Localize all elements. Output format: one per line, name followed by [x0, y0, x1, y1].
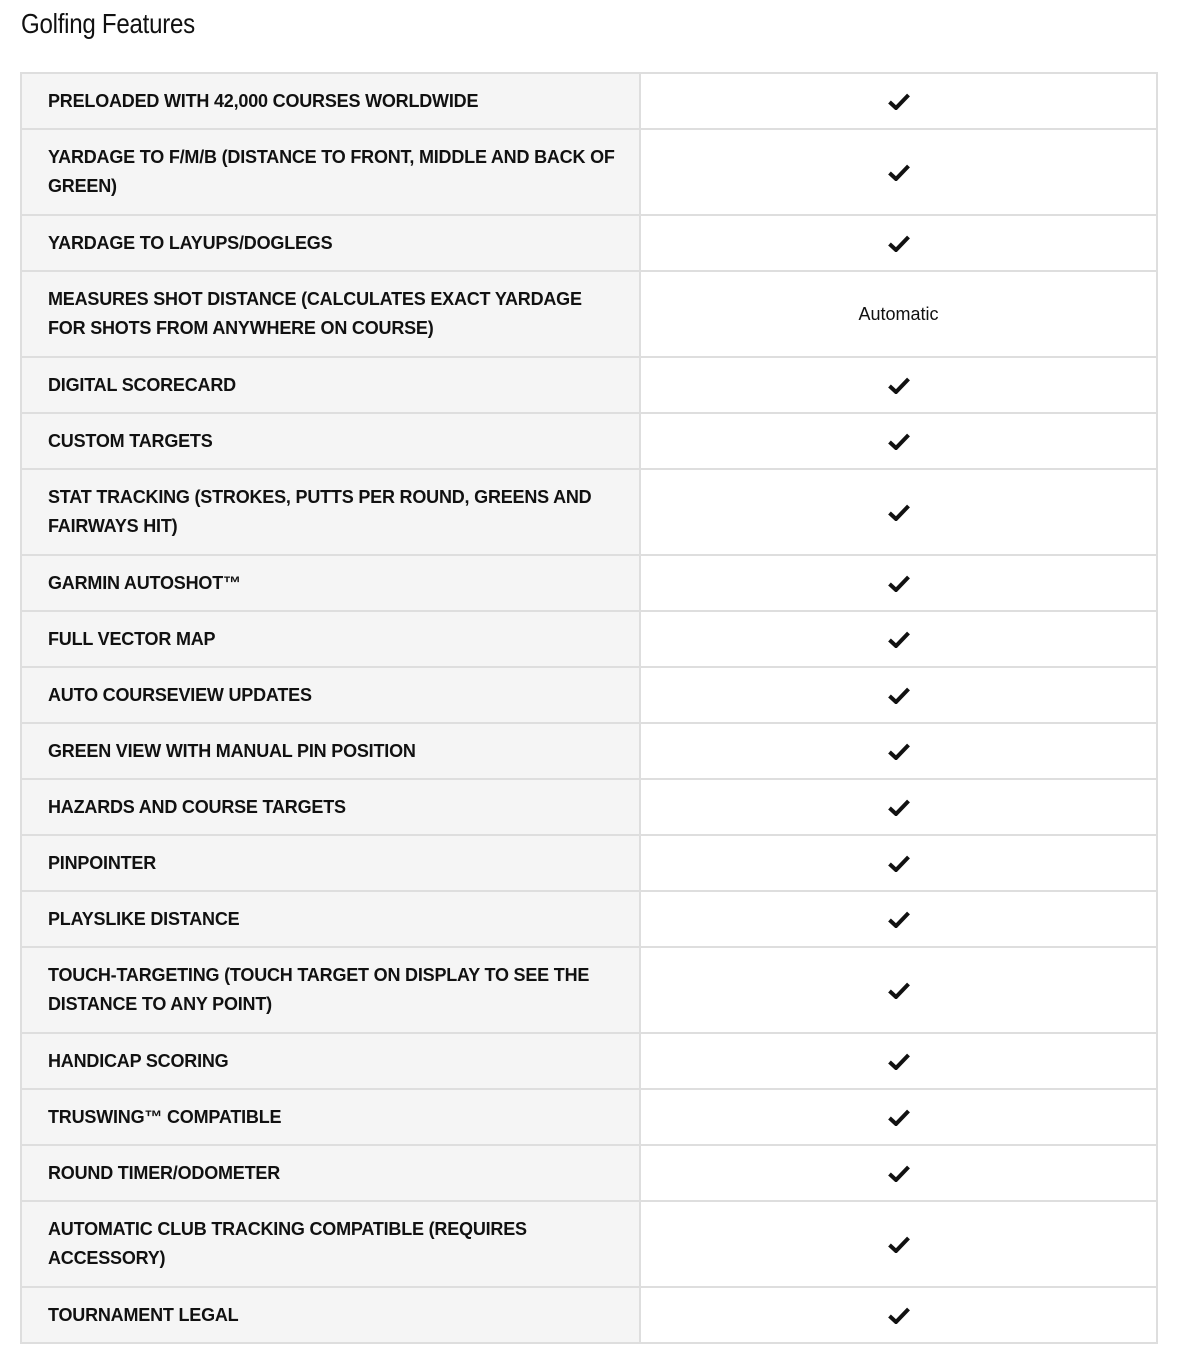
table-row [21, 835, 1157, 891]
feature-value [640, 779, 1157, 835]
table-row [21, 667, 1157, 723]
feature-value [640, 611, 1157, 667]
table-row [21, 723, 1157, 779]
check-icon [888, 855, 910, 872]
check-icon [888, 982, 910, 999]
feature-value [640, 271, 1157, 357]
table-row [21, 1201, 1157, 1287]
feature-value [640, 1287, 1157, 1343]
feature-name: CUSTOM TARGETS [21, 413, 640, 469]
check-icon [888, 377, 910, 394]
feature-value [640, 1201, 1157, 1287]
check-icon [888, 1053, 910, 1070]
check-icon [888, 433, 910, 450]
table-row [21, 1287, 1157, 1343]
table-row [21, 1033, 1157, 1089]
feature-name: PLAYSLIKE DISTANCE [21, 891, 640, 947]
feature-value [640, 891, 1157, 947]
golfing-features-table [20, 72, 1158, 1344]
table-row [21, 129, 1157, 215]
table-row [21, 271, 1157, 357]
feature-name: TOUCH-TARGETING (TOUCH TARGET ON DISPLAY TO SEE THE DISTANCE TO ANY POINT) [21, 947, 640, 1033]
feature-value [640, 1145, 1157, 1201]
feature-name: DIGITAL SCORECARD [21, 357, 640, 413]
feature-name: TRUSWING™ COMPATIBLE [21, 1089, 640, 1145]
feature-name: STAT TRACKING (STROKES, PUTTS PER ROUND, GREENS AND FAIRWAYS HIT) [21, 469, 640, 555]
check-icon [888, 911, 910, 928]
page-title: Golfing Features [21, 8, 195, 39]
feature-name: TOURNAMENT LEGAL [21, 1287, 640, 1343]
check-icon [888, 1109, 910, 1126]
check-icon [888, 1236, 910, 1253]
check-icon [888, 504, 910, 521]
feature-name: GARMIN AUTOSHOT™ [21, 555, 640, 611]
table-row [21, 1145, 1157, 1201]
table-row [21, 73, 1157, 129]
feature-name: YARDAGE TO LAYUPS/DOGLEGS [21, 215, 640, 271]
feature-value [640, 73, 1157, 129]
feature-name: GREEN VIEW WITH MANUAL PIN POSITION [21, 723, 640, 779]
feature-name: YARDAGE TO F/M/B (DISTANCE TO FRONT, MIDDLE AND BACK OF GREEN) [21, 129, 640, 215]
feature-name: AUTO COURSEVIEW UPDATES [21, 667, 640, 723]
table-row [21, 611, 1157, 667]
feature-name: HANDICAP SCORING [21, 1033, 640, 1089]
feature-value [640, 667, 1157, 723]
check-icon [888, 631, 910, 648]
check-icon [888, 743, 910, 760]
check-icon [888, 687, 910, 704]
table-row [21, 1089, 1157, 1145]
check-icon [888, 1165, 910, 1182]
feature-name: PINPOINTER [21, 835, 640, 891]
feature-value [640, 215, 1157, 271]
table-row [21, 413, 1157, 469]
feature-name: FULL VECTOR MAP [21, 611, 640, 667]
check-icon [888, 799, 910, 816]
feature-value [640, 555, 1157, 611]
check-icon [888, 93, 910, 110]
feature-value [640, 413, 1157, 469]
feature-value-text: Automatic [858, 303, 939, 324]
feature-value [640, 469, 1157, 555]
feature-name: ROUND TIMER/ODOMETER [21, 1145, 640, 1201]
feature-name: PRELOADED WITH 42,000 COURSES WORLDWIDE [21, 73, 640, 129]
table-row [21, 215, 1157, 271]
table-row [21, 947, 1157, 1033]
check-icon [888, 164, 910, 181]
feature-value [640, 129, 1157, 215]
check-icon [888, 575, 910, 592]
table-row [21, 891, 1157, 947]
table-row [21, 555, 1157, 611]
feature-value [640, 835, 1157, 891]
table-row [21, 469, 1157, 555]
feature-name: HAZARDS AND COURSE TARGETS [21, 779, 640, 835]
check-icon [888, 1307, 910, 1324]
feature-name: MEASURES SHOT DISTANCE (CALCULATES EXACT YARDAGE FOR SHOTS FROM ANYWHERE ON COURSE) [21, 271, 640, 357]
feature-value [640, 357, 1157, 413]
feature-value [640, 1089, 1157, 1145]
feature-value [640, 947, 1157, 1033]
feature-value [640, 723, 1157, 779]
feature-value [640, 1033, 1157, 1089]
table-row [21, 357, 1157, 413]
check-icon [888, 235, 910, 252]
feature-name: AUTOMATIC CLUB TRACKING COMPATIBLE (REQUIRES ACCESSORY) [21, 1201, 640, 1287]
table-row [21, 779, 1157, 835]
